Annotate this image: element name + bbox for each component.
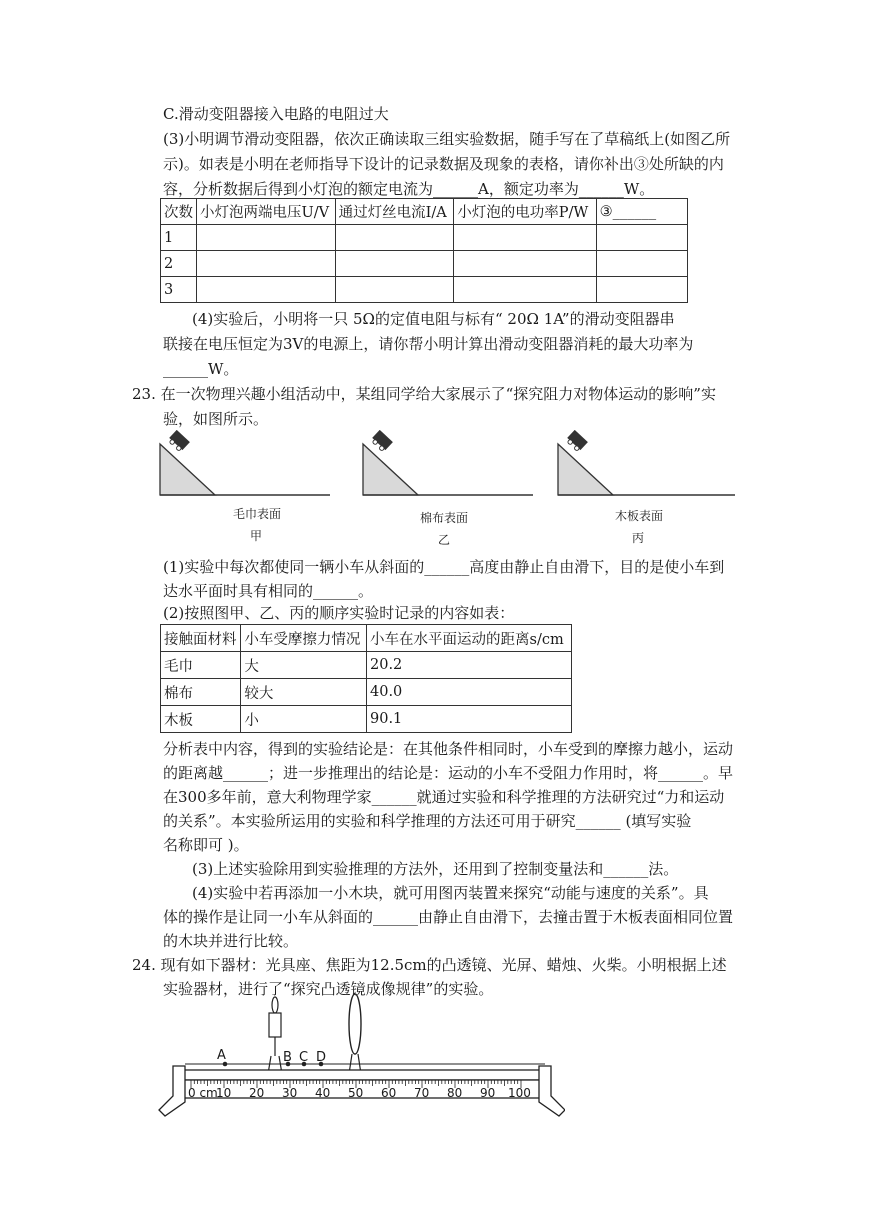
incline-panel-yi [363,430,533,495]
q23-part2-line1: (2)按照图甲、乙、丙的顺序实验时记录的内容如表： [163,604,515,622]
surface-label-cotton: 棉布表面 [420,511,469,525]
q22-part4-line1: (4)实验后，小明将一只 5Ω的定值电阻与标有“ 20Ω 1A”的滑动变阻器串 [192,310,675,328]
q23-intro-line1: 23. 在一次物理兴趣小组活动中，某组同学给大家展示了“探究阻力对物体运动的影响”实 [132,385,716,403]
table-header-cell: 次数 [161,199,197,225]
table-header-cell: 接触面材料 [161,625,241,652]
table-cell [596,277,687,303]
q22-part4-line3: ______W。 [163,360,239,378]
q23-intro-line2: 验，如图所示。 [163,410,269,428]
table-cell: 3 [161,277,197,303]
panel-label-jia: 甲 [250,529,263,543]
incline-panel-bing [558,430,735,495]
cart-icon [370,430,393,453]
q22-part3-line2: 示)。如表是小明在老师指导下设计的记录数据及现象的表格，请你补出③处所缺的内 [163,155,724,173]
table-cell [335,277,454,303]
table-cell: 毛巾 [161,652,241,679]
table-cell [197,277,336,303]
scale-label: 70 [414,1086,430,1100]
q23-analysis-line1: 分析表中内容，得到的实验结论是：在其他条件相同时，小车受到的摩擦力越小，运动 [163,740,734,758]
q24-intro-line1: 24. 现有如下器材：光具座、焦距为12.5cm的凸透镜、光屏、蜡烛、火柴。小明根据上述 [132,956,727,974]
scale-label: 80 [447,1086,463,1100]
scale-label: 0 cm [188,1086,218,1100]
right-support [539,1066,565,1116]
q22-part4-line2: 联接在电压恒定为3V的电源上，请你帮小明计算出滑动变阻器消耗的最大功率为 [163,335,694,353]
q23-part4-line1: (4)实验中若再添加一小木块，就可用图丙装置来探究“动能与速度的关系”。具 [192,884,709,902]
table-cell [335,251,454,277]
table-header-cell: 小灯泡两端电压U/V [197,199,336,225]
left-support [159,1066,185,1116]
table-cell: 2 [161,251,197,277]
scale-label: 90 [480,1086,496,1100]
panel-label-yi: 乙 [438,533,451,547]
scale-label: 60 [381,1086,397,1100]
table-row [161,706,572,733]
scale-label: 30 [282,1086,298,1100]
panel-label-bing: 丙 [632,531,645,545]
table-header-cell: 通过灯丝电流I/A [335,199,454,225]
surface-label-wood: 木板表面 [615,509,664,523]
point-label-b: B [283,1050,292,1065]
table-row [161,251,688,277]
table-cell [454,277,596,303]
table-header-cell: 小灯泡的电功率P/W [454,199,596,225]
q23-analysis-line2: 的距离越______；进一步推理出的结论是：运动的小车不受阻力作用时，将______。早 [163,764,734,782]
incline-figure [155,430,740,502]
q22-part3-line1: (3)小明调节滑动变阻器，依次正确读取三组实验数据，随手写在了草稿纸上(如图乙所 [163,130,731,148]
table-cell [596,251,687,277]
table-cell: 20.2 [367,652,572,679]
cart-icon [167,430,190,453]
option-c: C.滑动变阻器接入电路的电阻过大 [163,105,389,123]
table-row [161,277,688,303]
table-cell: 木板 [161,706,241,733]
table-cell: 棉布 [161,679,241,706]
table-cell [454,251,596,277]
table-row [161,652,572,679]
table-cell: 40.0 [367,679,572,706]
table-header-cell: ③______ [596,199,687,225]
q22-record-table [160,198,688,303]
table-cell: 小 [241,706,367,733]
q23-part4-line2: 体的操作是让同一小车从斜面的______由静止自由滑下，去撞击置于木板表面相同位置 [163,908,734,926]
q23-friction-table [160,624,572,733]
q24-intro-line2: 实验器材，进行了“探究凸透镜成像规律”的实验。 [163,980,494,998]
q23-part3-line1: (3)上述实验除用到实验推理的方法外，还用到了控制变量法和______法。 [192,860,679,878]
scale-label: 100 [508,1086,531,1100]
scale-label: 20 [249,1086,265,1100]
q23-analysis-line5: 名称即可 )。 [163,836,249,854]
scale-label: 40 [315,1086,331,1100]
table-cell: 大 [241,652,367,679]
table-cell: 90.1 [367,706,572,733]
table-cell [197,225,336,251]
surface-label-towel: 毛巾表面 [233,507,282,521]
point-label-d: D [316,1050,327,1065]
q23-part1-line2: 达水平面时具有相同的______。 [163,582,374,600]
incline-panel-jia [160,430,330,495]
scale-label: 50 [348,1086,364,1100]
q23-analysis-line3: 在300多年前，意大利物理学家______就通过实验和科学推理的方法研究过“力和运动 [163,788,725,806]
table-header-row [161,199,688,225]
table-cell: 较大 [241,679,367,706]
q23-part4-line3: 的木块并进行比较。 [163,932,299,950]
cart-icon [565,430,588,453]
table-row [161,225,688,251]
table-row [161,679,572,706]
table-cell [335,225,454,251]
q23-analysis-line4: 的关系”。本实验所运用的实验和科学推理的方法还可用于研究______ (填写实验 [163,812,692,830]
q22-part3-line3: 容，分析数据后得到小灯泡的额定电流为______A，额定功率为______W。 [163,180,655,198]
q23-part1-line1: (1)实验中每次都使同一辆小车从斜面的______高度由静止自由滑下，目的是使小车到 [163,558,725,576]
table-cell [197,251,336,277]
table-cell [454,225,596,251]
point-label-a: A [217,1048,226,1063]
table-cell: 1 [161,225,197,251]
scale-label: 10 [216,1086,232,1100]
point-label-c: C [299,1050,309,1065]
table-header-cell: 小车受摩擦力情况 [241,625,367,652]
table-cell [596,225,687,251]
table-header-row [161,625,572,652]
table-header-cell: 小车在水平面运动的距离s/cm [367,625,572,652]
